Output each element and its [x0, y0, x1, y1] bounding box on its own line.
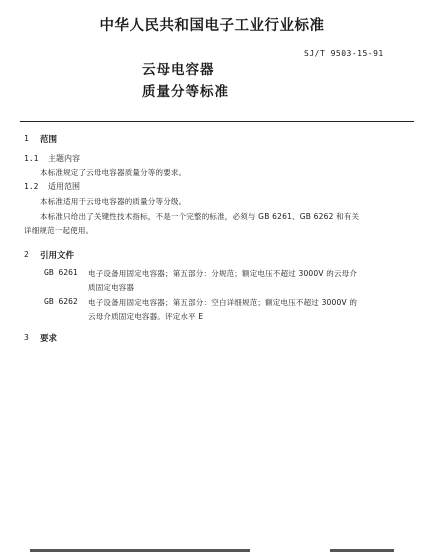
- paragraph-note-line2: 详细规范一起使用。: [24, 226, 94, 235]
- paragraph-applicability: 本标准适用于云母电容器的质量分等分级。: [40, 197, 187, 206]
- reference-code: GB 6261: [44, 268, 78, 277]
- issuing-body-title: 中华人民共和国电子工业行业标准: [99, 18, 325, 34]
- section-number: 1: [24, 134, 29, 143]
- paragraph-note-line1: 本标准只给出了关键性技术指标，不是一个完整的标准，必须与 GB 6261、GB 6262 和有关: [40, 212, 360, 221]
- reference-text-line2: 质固定电容器: [88, 283, 135, 292]
- section-number: 2: [24, 250, 29, 259]
- section-number: 3: [24, 333, 29, 342]
- subsection-heading-applicability: 适用范围: [48, 182, 80, 191]
- subsection-number: 1.2: [24, 182, 39, 191]
- paragraph-subject: 本标准规定了云母电容器质量分等的要求。: [40, 168, 187, 177]
- document-title-line2: 质量分等标准: [142, 84, 229, 100]
- title-divider: [20, 121, 414, 122]
- reference-code: GB 6262: [44, 297, 78, 306]
- section-heading-requirements: 要求: [40, 334, 58, 344]
- page-footer-cutoff: [0, 543, 424, 555]
- subsection-number: 1.1: [24, 154, 39, 163]
- document-title-line1: 云母电容器: [142, 62, 215, 78]
- reference-text-line1: 电子设备用固定电容器；第五部分：空白详细规范；额定电压不超过 3000V 的: [88, 298, 358, 307]
- section-heading-references: 引用文件: [40, 251, 75, 261]
- reference-text-line1: 电子设备用固定电容器；第五部分：分规范；额定电压不超过 3000V 的云母介: [88, 269, 358, 278]
- section-heading-scope: 范围: [40, 135, 58, 145]
- subsection-heading-subject: 主题内容: [48, 154, 80, 163]
- standard-code: SJ/T 9503-15-91: [304, 49, 384, 58]
- reference-text-line2: 云母介质固定电容器。评定水平 E: [88, 312, 204, 321]
